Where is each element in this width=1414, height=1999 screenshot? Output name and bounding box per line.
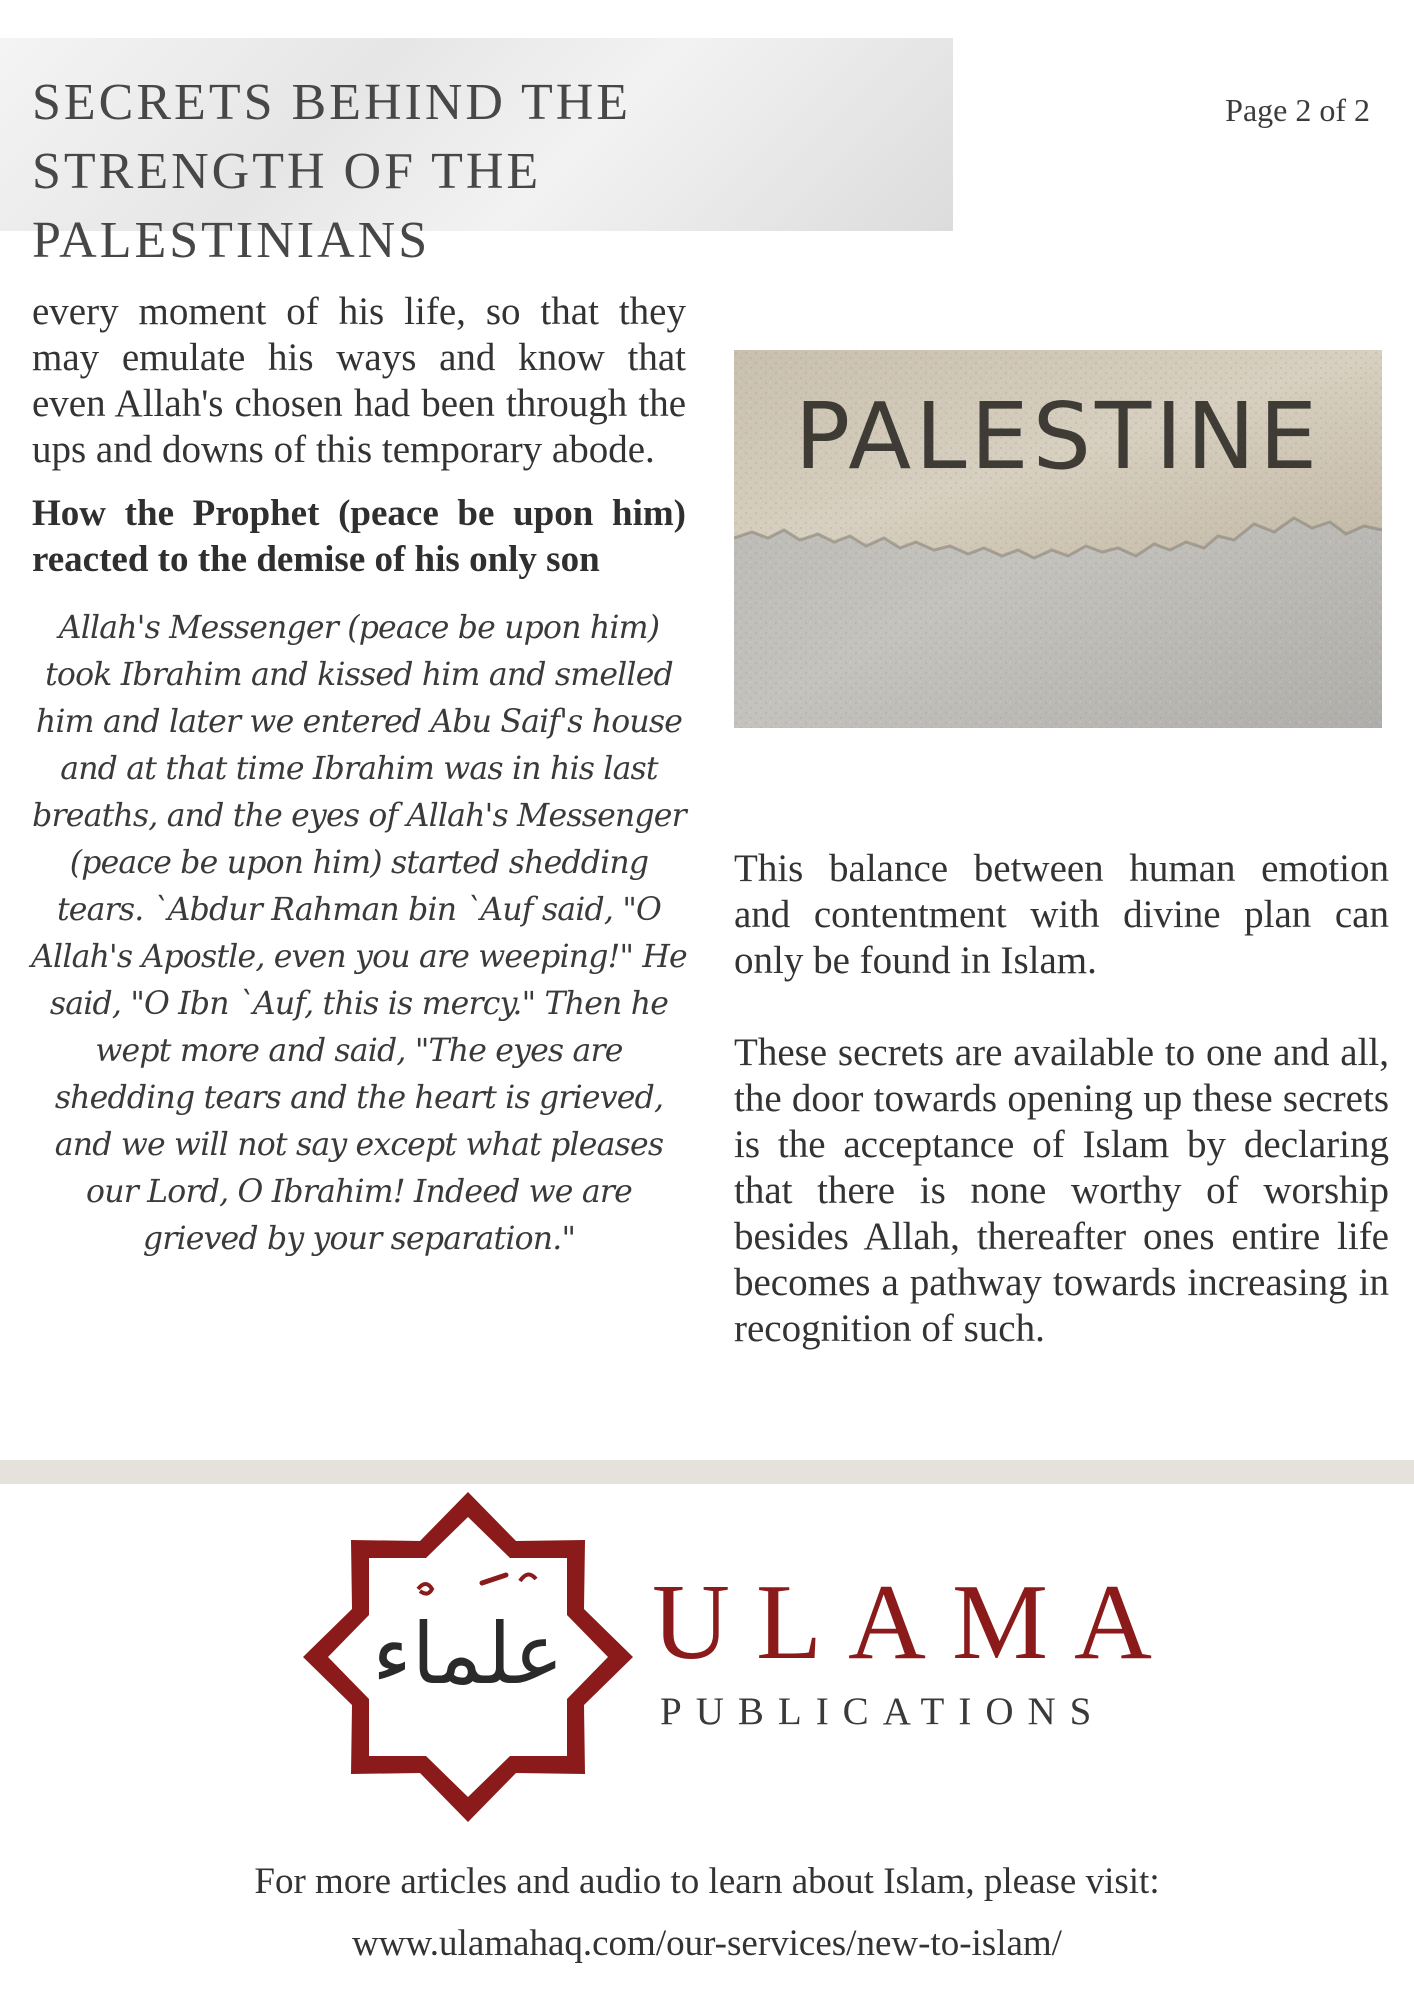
right-column bbox=[734, 846, 1389, 1352]
star-emblem-icon bbox=[298, 1487, 638, 1827]
palestine-stone-graphic bbox=[734, 350, 1382, 728]
footer-note: For more articles and audio to learn about Islam, please visit: bbox=[254, 1861, 1160, 1902]
brand-name: ULAMA bbox=[652, 1563, 1178, 1682]
palestine-stone-image bbox=[734, 350, 1382, 728]
arabic-wordmark: علماء bbox=[372, 1605, 564, 1703]
intro-paragraph: every moment of his life, so that they may emulate his ways and know that even Allah's chosen had been through the ups and downs of this temporary abode. bbox=[32, 290, 686, 471]
hadith-quote: Allah's Messenger (peace be upon him) took Ibrahim and kissed him and smelled him and later we entered Abu Saif's house and at that time Ibrahim was in his last breaths, and the eyes of Allah's Messenger (peace be upon him) started shedding tears. `Abdur Rahman bin `Auf said, "O Allah's Apostle, even you are weeping!" He said, "O Ibn `Auf, this is mercy." Then he wept more and said, "The eyes are shedding tears and the heart is grieved, and we will not say except what pleases our Lord, O Ibrahim! Indeed we are grieved by your separation." bbox=[31, 610, 687, 1257]
ulama-logo-graphic bbox=[298, 1487, 638, 1827]
closing-paragraph-1: This balance between human emotion and contentment with divine plan can only be found in Islam. bbox=[734, 847, 1389, 982]
page-indicator: Page 2 of 2 bbox=[1225, 92, 1370, 128]
page-title: SECRETS BEHIND THE STRENGTH OF THE PALESTINIANS bbox=[32, 74, 632, 269]
left-column bbox=[32, 289, 686, 1263]
footer-url-link[interactable]: www.ulamahaq.com/our-services/new-to-islam/ bbox=[352, 1923, 1062, 1964]
footer-divider bbox=[0, 1460, 1414, 1484]
section-subheading: How the Prophet (peace be upon him) reacted to the demise of his only son bbox=[32, 493, 686, 580]
carved-word: PALESTINE bbox=[794, 383, 1322, 490]
closing-paragraph-2: These secrets are available to one and all, the door towards opening up these secrets is the acceptance of Islam by declaring that there is none worthy of worship besides Allah, thereafter ones entire life becomes a pathway towards increasing in recognition of such. bbox=[734, 1031, 1389, 1350]
brand-subtitle: PUBLICATIONS bbox=[660, 1690, 1106, 1733]
